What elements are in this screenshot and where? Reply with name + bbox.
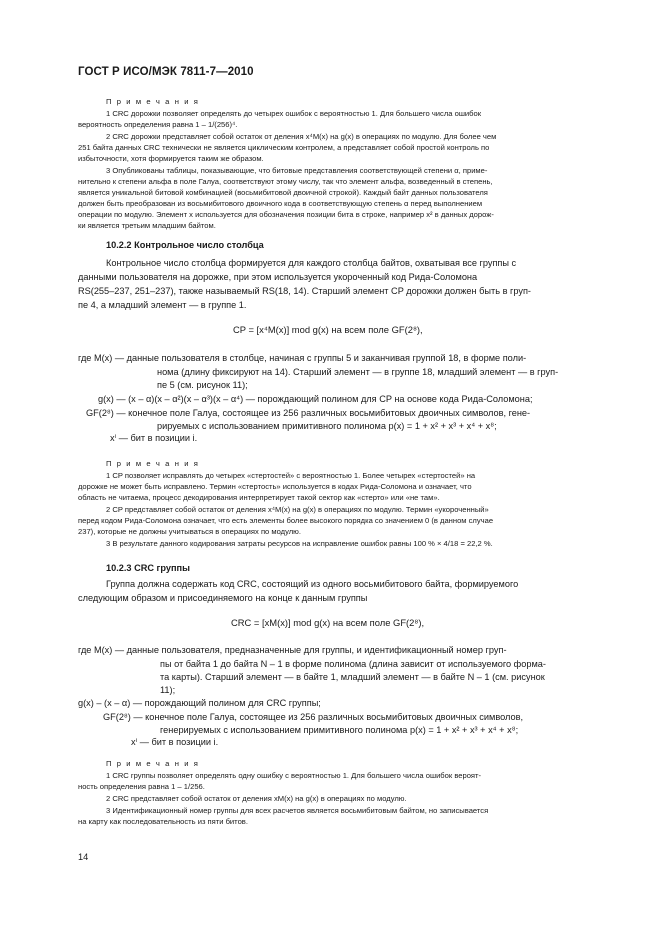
note-line: избыточности, хотя формируется таким же образом. [78,154,264,163]
note-line: 3 Опубликованы таблицы, показывающие, что битовые представления соответствующей степени α, приме- [106,166,488,175]
notes-heading: П р и м е ч а н и я [106,97,200,106]
definition-line: рируемых с использованием примитивного полинома p(x) = 1 + x² + x³ + x⁴ + x⁸; [157,421,497,431]
body-line: пе 4, а младший элемент — в группе 1. [78,300,247,310]
note-line: на карту как последовательность из пяти битов. [78,817,248,826]
note-line: 2 CRC представляет собой остаток от деления xM(x) на g(x) в операциях по модулю. [106,794,407,803]
definition-line: где M(x) — данные пользователя, предназначенные для группы, и идентификационный номер груп- [78,645,507,655]
note-line: дорожке не может быть исправлено. Термин «стертость» используется в кодах Рида-Соломона и означает, что [78,482,472,491]
notes-heading: П р и м е ч а н и я [106,759,200,768]
note-line: 3 В результате данного кодирования затраты ресурсов на исправление ошибок равны 100 % × 4/18 = 22,2 %. [106,539,493,548]
body-line: Контрольное число столбца формируется для каждого столбца байтов, охватывая все группы с [106,258,517,268]
page-number: 14 [78,852,89,862]
definition-line: GF(2⁸) — конечное поле Галуа, состоящее из 256 различных восьмибитовых двоичных символов, гене- [86,408,531,418]
body-line: RS(255–237, 251–237), также называемый RS(18, 14). Старший элемент CP дорожки должен быть в груп- [78,286,531,296]
note-line: ки является третьим младшим байтом. [78,221,216,230]
body-line: данными пользователя на дорожке, при этом используется укороченный код Рида-Соломона [78,272,478,282]
definition-line: 11); [160,685,176,695]
definition-line: g(x) – (x – α) — порождающий полином для CRC группы; [78,698,321,708]
note-line: 1 CP позволяет исправлять до четырех «стертостей» с вероятностью 1. Более четырех «стертостей» на [106,471,476,480]
note-line: перед кодом Рида-Соломона означает, что есть элементы более высокого порядка со значением 0 (в данном случае [78,516,494,525]
note-line: 1 CRC группы позволяет определять одну ошибку с вероятностью 1. Для большего числа ошибок вероят- [106,771,482,780]
definition-line: та карты). Старший элемент — в байте 1, младший элемент — в байте N – 1 (см. рисунок [160,672,545,682]
note-line: 2 CRC дорожки представляет собой остаток от деления x⁴M(x) на g(x) в операциях по модулю. Для более чем [106,132,497,141]
definition-line: GF(2⁸) — конечное поле Галуа, состоящее из 256 различных восьмибитовых двоичных символов, [103,712,524,722]
definition-line: xⁱ — бит в позиции i. [131,737,219,747]
note-line: 1 CRC дорожки позволяет определять до четырех ошибок с вероятностью 1. Для большего числа ошибок [106,109,482,118]
definition-line: xⁱ — бит в позиции i. [110,433,198,443]
definition-line: g(x) — (x – α)(x – α²)(x – α³)(x – α⁴) — порождающий полином для CP на основе кода Рида-Соломона; [98,394,533,404]
page-header-title: ГОСТ Р ИСО/МЭК 7811-7—2010 [78,66,254,78]
note-line: 3 Идентификационный номер группы для всех расчетов является восьмибитовым байтом, но записывается [106,806,489,815]
note-line: ность определения равна 1 – 1/256. [78,782,205,791]
note-line: должен быть преобразован из восьмибитового двоичного кода в соответствующую степень α перед выполнением [78,199,483,208]
note-line: 251 байта данных CRC технически не является циклическим контролем, а представляет собой простой контроль по [78,143,490,152]
definition-line: нома (длину фиксируют на 14). Старший элемент — в группе 18, младший элемент — в груп- [157,367,559,377]
definition-line: пы от байта 1 до байта N – 1 в форме полинома (длина зависит от используемого форма- [160,659,546,669]
note-line: 2 CP представляет собой остаток от деления x⁴M(x) на g(x) в операциях по модулю. Термин «укороченный» [106,505,489,514]
note-line: операции по модулю. Элемент x используется для обозначения позиции бита в строке, например x² в данных дорож- [78,210,494,219]
definition-line: пе 5 (см. рисунок 11); [157,380,248,390]
section-heading-10-2-3: 10.2.3 CRC группы [106,563,190,573]
definition-line: где M(x) — данные пользователя в столбце, начиная с группы 5 и заканчивая группой 18, в форме поли- [78,353,527,363]
note-line: нительно к степени альфа в поле Галуа, соответствуют этому числу, так что элемент альфа, возведенный в степень, [78,177,493,186]
section-heading-10-2-2: 10.2.2 Контрольное число столбца [106,240,264,250]
body-line: следующим образом и присоединяемого на конце к данным группы [78,593,368,603]
definition-line: генерируемых с использованием примитивного полинома p(x) = 1 + x² + x³ + x⁴ + x⁸; [160,725,519,735]
note-line: 237), которые не должны учитываться в операциях по модулю. [78,527,301,536]
body-line: Группа должна содержать код CRC, состоящий из одного восьмибитового байта, формируемого [106,579,519,589]
formula-cp: CP = [x⁴M(x)] mod g(x) на всем поле GF(2⁸), [233,324,423,335]
notes-heading: П р и м е ч а н и я [106,459,200,468]
note-line: область не читаема, процесс декодирования интерпретирует такой сектор как «стерто» или «не там». [78,493,440,502]
note-line: является уникальной битовой комбинацией (восьмибитовой двоичной строкой). Каждый байт данных пользователя [78,188,488,197]
note-line: вероятность определения равна 1 – 1/(256)⁴. [78,120,238,129]
formula-crc: CRC = [xM(x)] mod g(x) на всем поле GF(2⁸), [231,617,425,628]
